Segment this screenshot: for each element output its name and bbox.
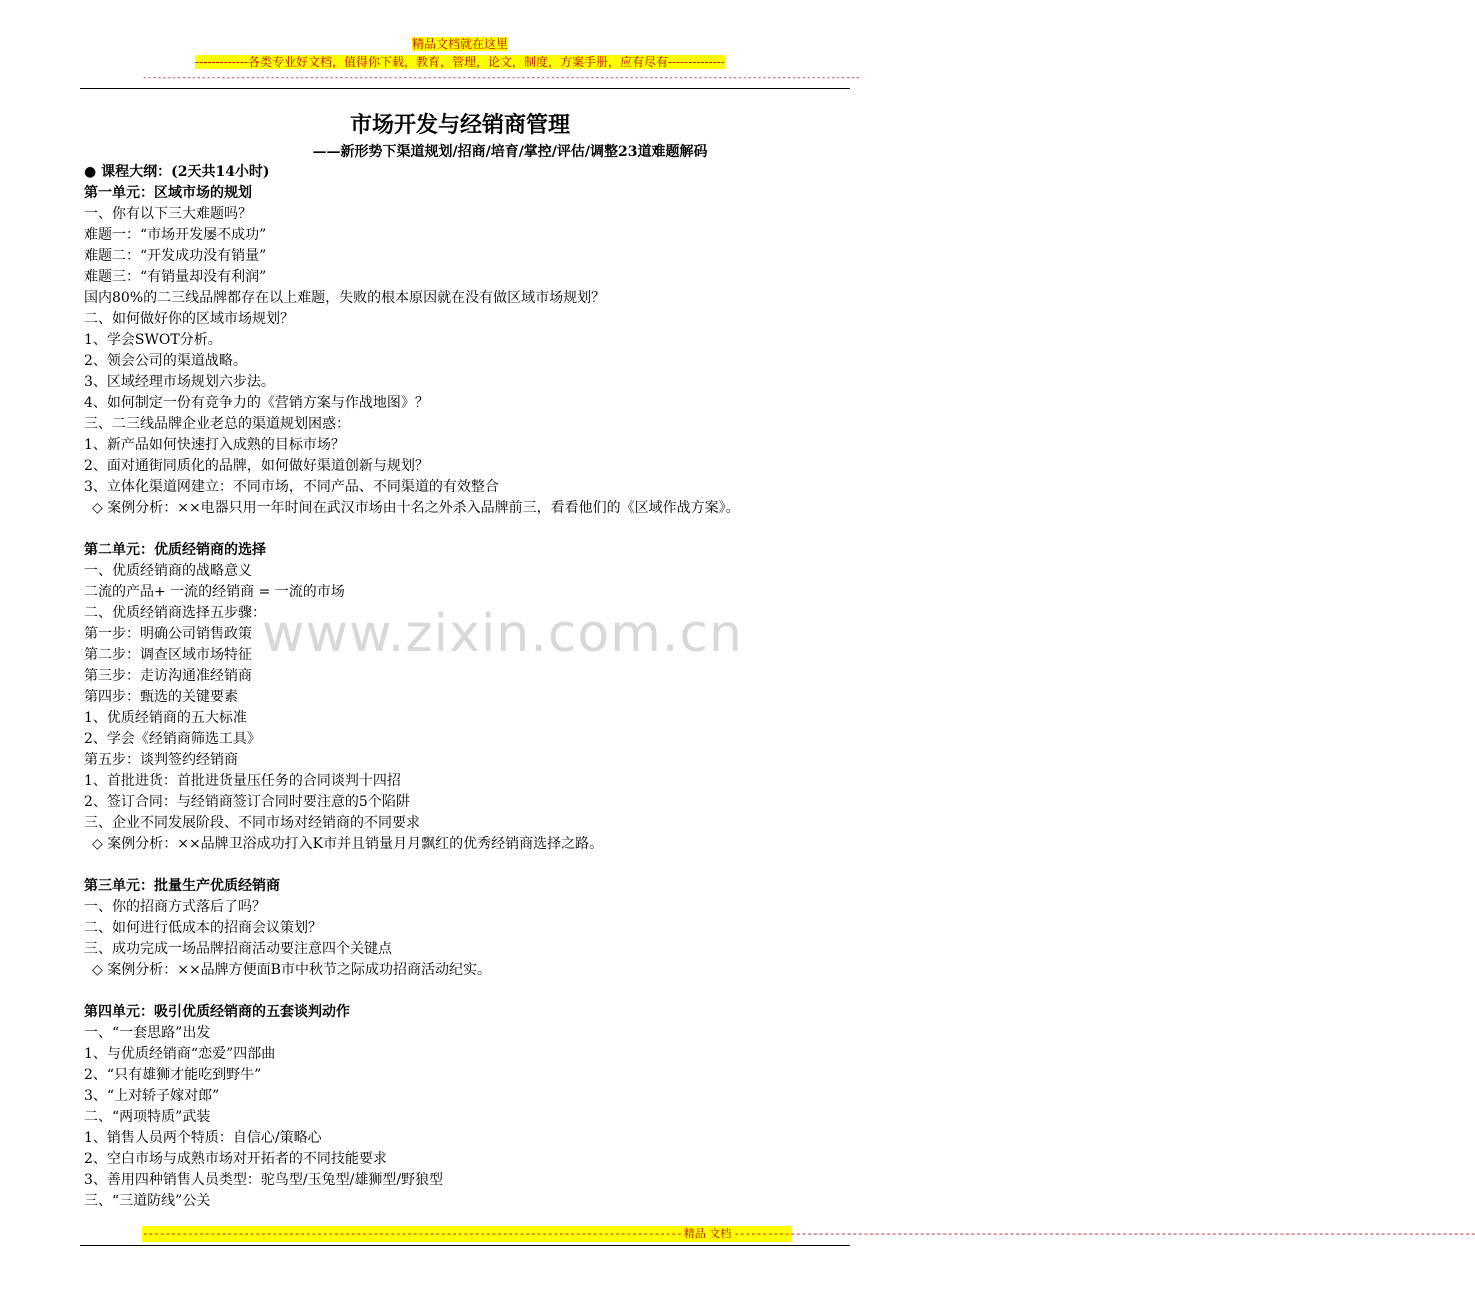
text-line: 2、空白市场与成熟市场对开拓者的不同技能要求 xyxy=(84,1151,387,1167)
text-line: 1、优质经销商的五大标准 xyxy=(84,710,247,726)
text-line: 难题三：“有销量却没有利润” xyxy=(84,269,267,285)
text-line: 2、领会公司的渠道战略。 xyxy=(84,353,247,369)
text-line: 3、区域经理市场规划六步法。 xyxy=(84,374,275,390)
case-study-line: ◇ 案例分析：××品牌卫浴成功打入K市并且销量月月飘红的优秀经销商选择之路。 xyxy=(92,836,604,852)
header-dash-line: -------------------------------------------------------------------------------------------------------------------------------------------------- xyxy=(142,73,861,83)
text-line: 三、成功完成一场品牌招商活动要注意四个关键点 xyxy=(84,941,392,957)
text-line: 三、二三线品牌企业老总的渠道规划困惑： xyxy=(84,416,350,432)
text-line: 2、学会《经销商筛选工具》 xyxy=(84,731,261,747)
document-title: 市场开发与经销商管理 xyxy=(349,112,570,138)
footer-banner xyxy=(142,1226,1475,1242)
text-line: 一、“一套思路”出发 xyxy=(84,1025,211,1041)
header-rule xyxy=(80,88,850,89)
text-line: 第五步：谈判签约经销商 xyxy=(84,752,238,768)
case-study-line: ◇ 案例分析：××品牌方便面B市中秋节之际成功招商活动纪实。 xyxy=(92,962,491,978)
section-heading: 第三单元：批量生产优质经销商 xyxy=(84,878,280,894)
text-line: 3、“上对轿子嫁对郎” xyxy=(84,1088,220,1104)
text-line: 2、面对通街同质化的品牌，如何做好渠道创新与规划？ xyxy=(84,458,429,474)
text-line: 2、签订合同：与经销商签订合同时要注意的5个陷阱 xyxy=(84,794,410,810)
watermark: www.zixin.com.cn xyxy=(262,604,743,664)
case-study-line: ◇ 案例分析：××电器只用一年时间在武汉市场由十名之外杀入品牌前三，看看他们的《区域作战方案》。 xyxy=(92,500,740,516)
text-line: 难题二：“开发成功没有销量” xyxy=(84,248,267,264)
text-line: 二、如何做好你的区域市场规划？ xyxy=(84,311,294,327)
blank-line xyxy=(84,981,864,1002)
text-line: 三、“三道防线”公关 xyxy=(84,1193,211,1209)
section-heading: ● 课程大纲：(2天共14小时) xyxy=(84,164,270,180)
header-banner-title xyxy=(0,36,920,52)
text-line: 二流的产品+ 一流的经销商 = 一流的市场 xyxy=(84,584,345,600)
section-heading: 第二单元：优质经销商的选择 xyxy=(84,542,266,558)
header-banner-title-text: 精品文档就在这里 xyxy=(411,37,508,51)
blank-line xyxy=(84,855,864,876)
text-line: 二、“两项特质”武装 xyxy=(84,1109,211,1125)
text-line: 国内80%的二三线品牌都存在以上难题，失败的根本原因就在没有做区域市场规划？ xyxy=(84,290,606,306)
document-body xyxy=(84,162,864,1212)
text-line: 4、如何制定一份有竞争力的《营销方案与作战地图》？ xyxy=(84,395,429,411)
text-line: 第三步：走访沟通准经销商 xyxy=(84,668,252,684)
text-line: 一、优质经销商的战略意义 xyxy=(84,563,252,579)
text-line: 1、新产品如何快速打入成熟的目标市场？ xyxy=(84,437,345,453)
text-line: 一、你有以下三大难题吗？ xyxy=(84,206,252,222)
footer-rule xyxy=(80,1245,850,1246)
text-line: 第二步：调查区域市场特征 xyxy=(84,647,252,663)
document-subtitle: ——新形势下渠道规划/招商/培育/掌控/评估/调整23道难题解码 xyxy=(312,144,708,160)
text-line: 1、与优质经销商“恋爱”四部曲 xyxy=(84,1046,276,1062)
text-line: 1、学会SWOT分析。 xyxy=(84,332,222,348)
text-line: 第一步：明确公司销售政策 xyxy=(84,626,252,642)
text-line: 2、“只有雄狮才能吃到野牛” xyxy=(84,1067,262,1083)
section-heading: 第一单元：区域市场的规划 xyxy=(84,185,252,201)
text-line: 难题一：“市场开发屡不成功” xyxy=(84,227,267,243)
footer-dashes-left: ------------------------------------------------------------------------------------------------ xyxy=(142,1227,682,1240)
footer-label: 精品 文档 xyxy=(683,1227,732,1240)
text-line: 二、如何进行低成本的招商会议策划？ xyxy=(84,920,322,936)
text-line: 三、企业不同发展阶段、不同市场对经销商的不同要求 xyxy=(84,815,420,831)
text-line: 一、你的招商方式落后了吗？ xyxy=(84,899,266,915)
text-line: 二、优质经销商选择五步骤： xyxy=(84,605,266,621)
text-line: 3、立体化渠道网建立：不同市场，不同产品、不同渠道的有效整合 xyxy=(84,479,499,495)
text-line: 3、善用四种销售人员类型：驼鸟型/玉兔型/雄狮型/野狼型 xyxy=(84,1172,444,1188)
section-heading: 第四单元：吸引优质经销商的五套谈判动作 xyxy=(84,1004,350,1020)
header-banner-slogan xyxy=(0,54,920,70)
text-line: 1、销售人员两个特质：自信心/策略心 xyxy=(84,1130,322,1146)
blank-line xyxy=(84,519,864,540)
text-line: 第四步：甄选的关键要素 xyxy=(84,689,238,705)
text-line: 1、首批进货：首批进货量压任务的合同谈判十四招 xyxy=(84,773,401,789)
header-banner-slogan-text: -------------各类专业好文档，值得你下载，教育，管理，论文，制度，方案手册，应有尽有-------------- xyxy=(195,55,725,69)
footer-dashes-right: ------------------------------------------------------------------------------------------------------------------------------------ xyxy=(733,1227,1475,1240)
